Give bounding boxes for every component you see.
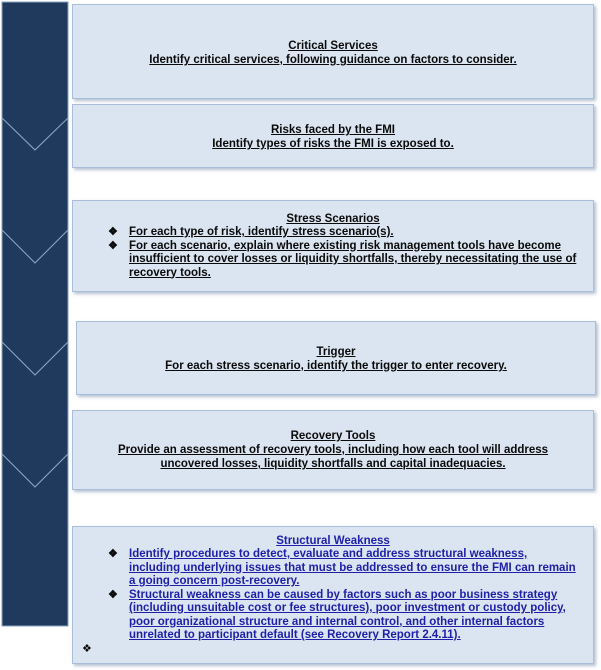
risks-title: Risks faced by the FMI (271, 124, 395, 136)
critical-services-text: Identify critical services, following guidance on factors to consider. (149, 54, 517, 66)
critical-services-title: Critical Services (288, 40, 378, 52)
diamond-bullet-icon: ❖ (108, 226, 118, 238)
list-item: ❖ For each scenario, explain where existing risk management tools have become insufficient to cover losses or liquidity shortfalls, thereby necessitating the use of recovery tools. (108, 239, 577, 279)
step-stress-scenarios (72, 200, 594, 292)
diamond-bullet-icon: ❖ (108, 588, 118, 601)
step-structural-weakness (72, 526, 594, 664)
risks-text: Identify types of risks the FMI is exposed to. (212, 138, 454, 150)
step-critical-services (72, 4, 594, 99)
step-recovery-tools (72, 410, 594, 490)
recovery-tools-title: Recovery Tools (290, 430, 376, 442)
diamond-bullet-icon: ❖ (108, 548, 118, 560)
list-item: ❖ Structural weakness can be caused by factors such as poor business strategy (including unsuitable cost or fee structures), poor investment or custody policy, poor organizational structure and internal control, and other internal factors unrelated to participant default (see Recovery Report 2.4.11). (108, 588, 566, 641)
empty-diamond-bullet-icon: ❖ (82, 643, 92, 655)
structural-weakness-list (73, 548, 593, 643)
diamond-bullet-icon: ❖ (108, 239, 118, 252)
stress-scenarios-list (73, 226, 593, 280)
step-trigger (76, 321, 596, 395)
list-item: ❖ For each type of risk, identify stress scenario(s). (108, 226, 394, 238)
trigger-text: For each stress scenario, identify the trigger to enter recovery. (165, 360, 507, 372)
list-item: ❖ Identify procedures to detect, evaluate and address structural weakness, including underlying issues that must be addressed to ensure the FMI can remain a going concern post-recovery. (108, 548, 576, 587)
step-risks (72, 104, 594, 168)
structural-weakness-title: Structural Weakness (276, 535, 390, 547)
recovery-tools-text: Provide an assessment of recovery tools, including how each tool will address uncovered losses, liquidity shortfalls and capital inadequacies. (117, 444, 549, 470)
stress-scenarios-title: Stress Scenarios (286, 213, 380, 225)
trigger-title: Trigger (316, 346, 356, 358)
